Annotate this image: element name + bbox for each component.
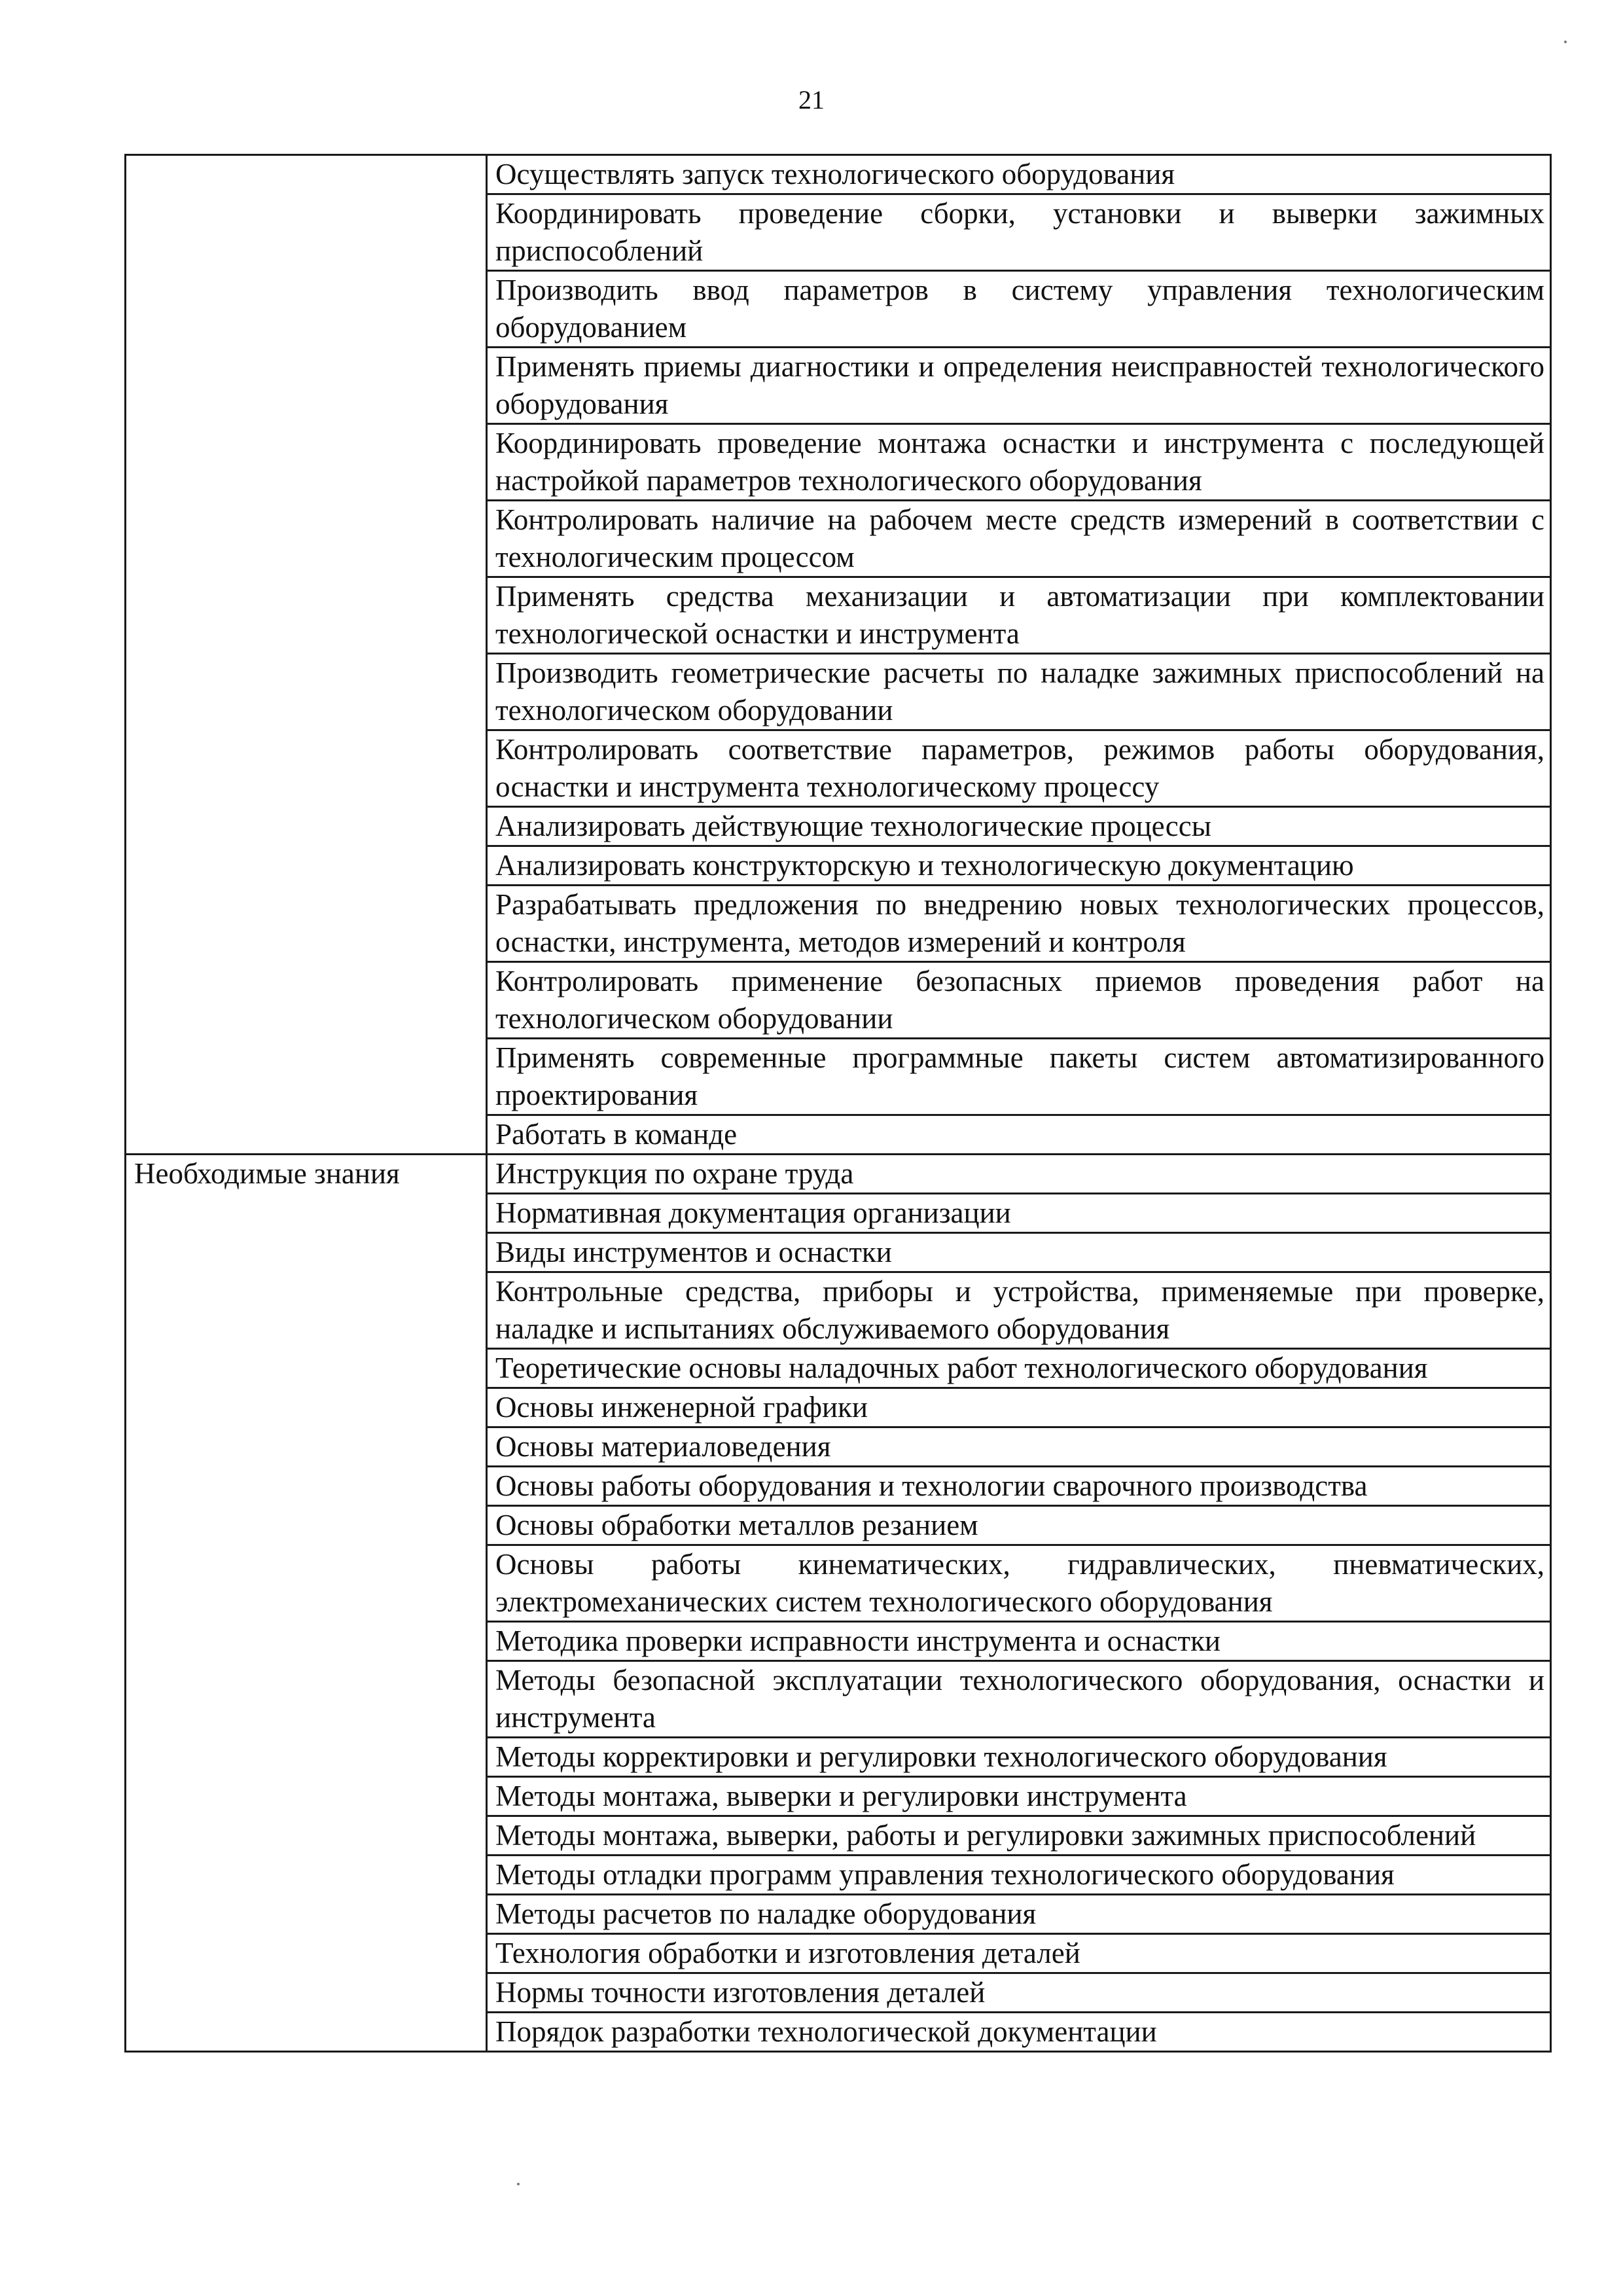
scan-speck xyxy=(1564,41,1567,43)
knowledge-item: Основы обработки металлов резанием xyxy=(487,1506,1551,1545)
knowledge-row xyxy=(126,1155,1551,1194)
skill-item: Анализировать действующие технологические процессы xyxy=(487,807,1551,846)
knowledge-item: Порядок разработки технологической документации xyxy=(487,2013,1551,2052)
requirements-table xyxy=(124,154,1552,2053)
skill-item: Производить ввод параметров в систему управления технологическим оборудованием xyxy=(487,271,1551,348)
skill-item: Контролировать соответствие параметров, режимов работы оборудования, оснастки и инструмента технологическому процессу xyxy=(487,730,1551,807)
skill-item: Анализировать конструкторскую и технологическую документацию xyxy=(487,846,1551,886)
knowledge-item: Основы инженерной графики xyxy=(487,1388,1551,1427)
knowledge-item: Методы монтажа, выверки и регулировки инструмента xyxy=(487,1777,1551,1816)
skill-item: Производить геометрические расчеты по наладке зажимных приспособлений на технологическом оборудовании xyxy=(487,654,1551,730)
skill-item: Применять приемы диагностики и определения неисправностей технологического оборудования xyxy=(487,348,1551,424)
knowledge-item: Теоретические основы наладочных работ технологического оборудования xyxy=(487,1349,1551,1388)
skill-item: Применять современные программные пакеты систем автоматизированного проектирования xyxy=(487,1039,1551,1115)
skill-item: Работать в команде xyxy=(487,1115,1551,1155)
skill-item: Разрабатывать предложения по внедрению новых технологических процессов, оснастки, инструмента, методов измерений и контроля xyxy=(487,886,1551,962)
skill-item: Координировать проведение монтажа оснастки и инструмента с последующей настройкой параметров технологического оборудования xyxy=(487,424,1551,501)
knowledge-item: Методы расчетов по наладке оборудования xyxy=(487,1895,1551,1934)
skill-item: Контролировать наличие на рабочем месте средств измерений в соответствии с технологическим процессом xyxy=(487,501,1551,577)
skill-row xyxy=(126,155,1551,194)
knowledge-item: Методика проверки исправности инструмента и оснастки xyxy=(487,1622,1551,1661)
knowledge-item: Основы работы кинематических, гидравлических, пневматических, электромеханических систем технологического оборудования xyxy=(487,1545,1551,1622)
knowledge-item: Методы корректировки и регулировки технологического оборудования xyxy=(487,1738,1551,1777)
scan-speck xyxy=(517,2183,520,2185)
skill-item: Координировать проведение сборки, установки и выверки зажимных приспособлений xyxy=(487,194,1551,271)
skill-item: Применять средства механизации и автоматизации при комплектовании технологической оснастки и инструмента xyxy=(487,577,1551,654)
page-number: 21 xyxy=(798,85,825,115)
requirements-table-body xyxy=(126,155,1551,2052)
knowledge-label: Необходимые знания xyxy=(126,1155,487,2052)
knowledge-item: Виды инструментов и оснастки xyxy=(487,1233,1551,1272)
skill-item: Контролировать применение безопасных приемов проведения работ на технологическом оборудовании xyxy=(487,962,1551,1039)
knowledge-item: Технология обработки и изготовления деталей xyxy=(487,1934,1551,1973)
skill-item: Осуществлять запуск технологического оборудования xyxy=(487,155,1551,194)
knowledge-item: Методы безопасной эксплуатации технологического оборудования, оснастки и инструмента xyxy=(487,1661,1551,1738)
knowledge-item: Нормативная документация организации xyxy=(487,1194,1551,1233)
knowledge-item: Нормы точности изготовления деталей xyxy=(487,1973,1551,2013)
knowledge-item: Основы работы оборудования и технологии сварочного производства xyxy=(487,1467,1551,1506)
knowledge-item: Методы монтажа, выверки, работы и регулировки зажимных приспособлений xyxy=(487,1816,1551,1856)
knowledge-item: Контрольные средства, приборы и устройства, применяемые при проверке, наладке и испытаниях обслуживаемого оборудования xyxy=(487,1272,1551,1349)
knowledge-item: Основы материаловедения xyxy=(487,1427,1551,1467)
knowledge-item: Методы отладки программ управления технологического оборудования xyxy=(487,1856,1551,1895)
knowledge-item: Инструкция по охране труда xyxy=(487,1155,1551,1194)
skill-label xyxy=(126,155,487,1155)
